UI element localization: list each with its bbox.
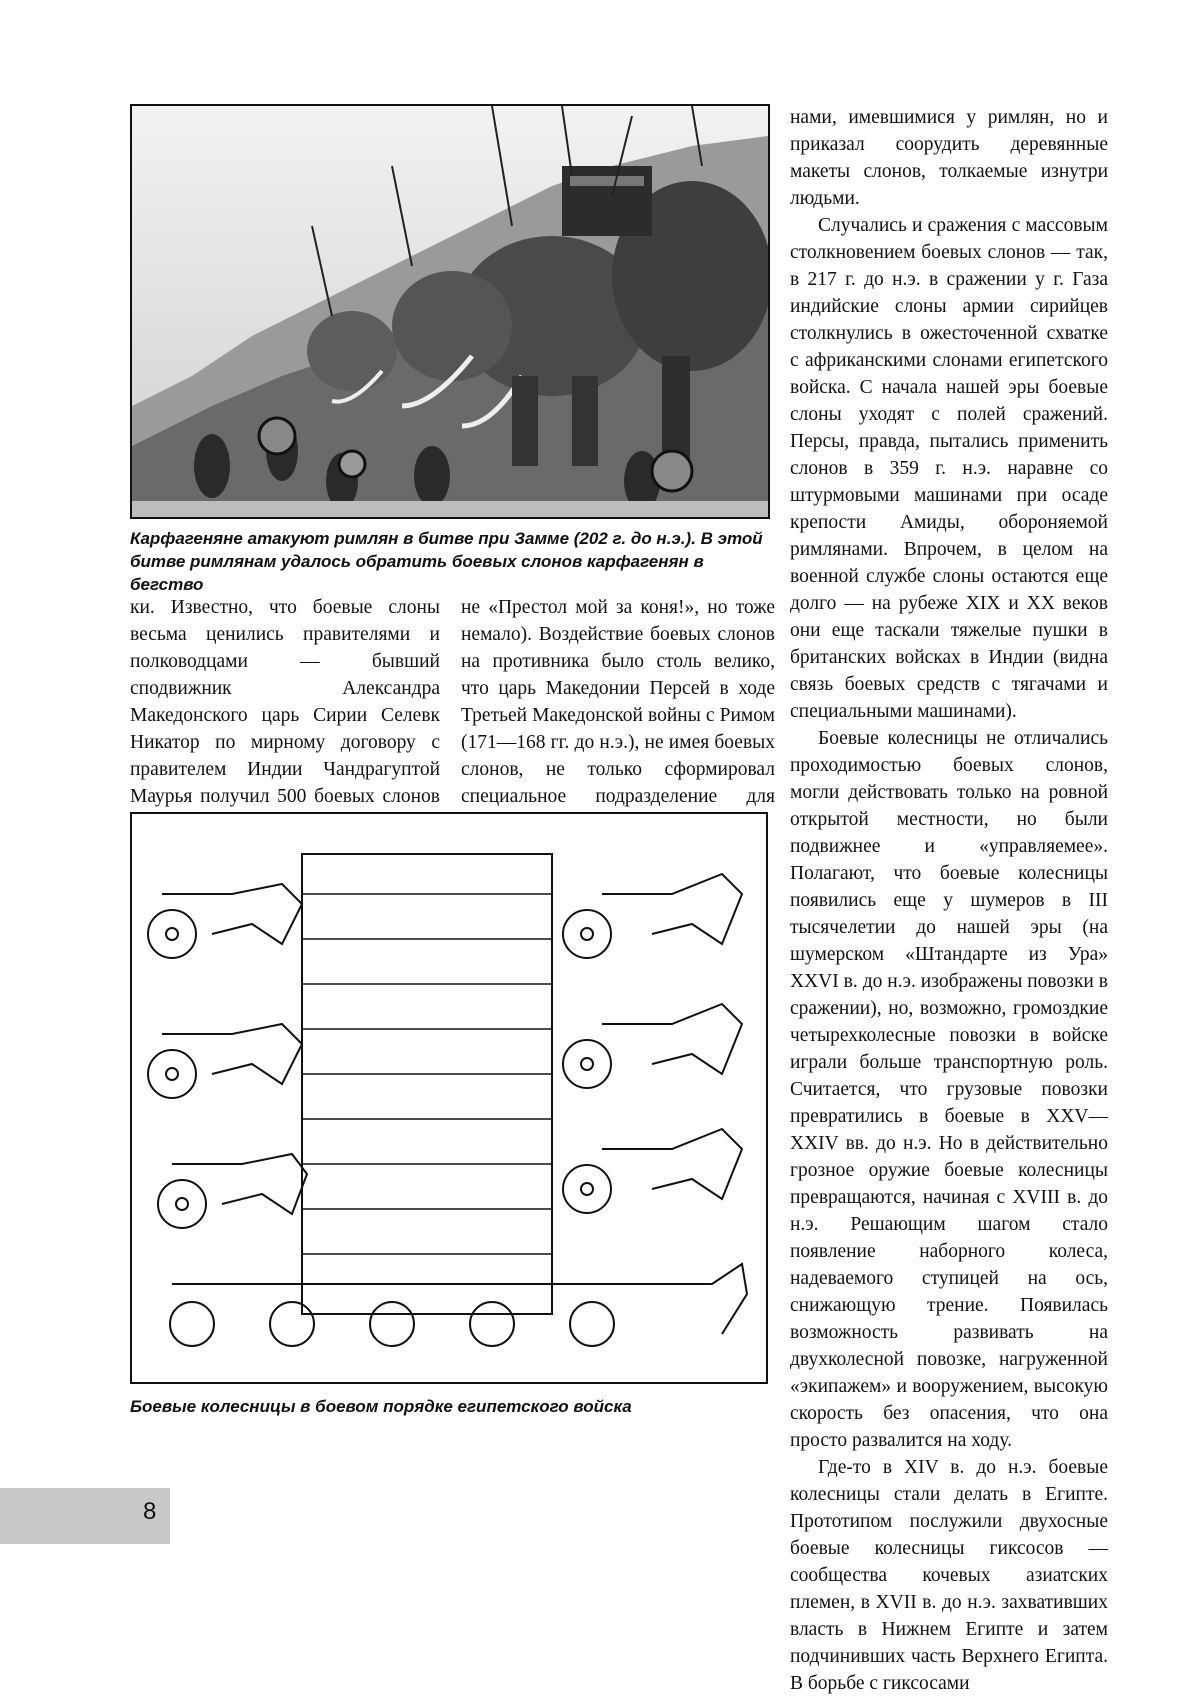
paragraph: ки. Известно, что боевые слоны весьма ценились правителями и полководцами — бывший сподвижник Александра Македонского царь Сирии Селевк Никатор по мирному договору с правителем Индии Чандрагуптой Маурья получил 500 боевых слонов xyxy=(130,597,440,807)
war-elephants-illustration xyxy=(130,104,770,519)
paragraph: Боевые колесницы не отличались проходимостью боевых слонов, могли действовать только на ровной открытой местности, но были подвижнее и «управляемее». Полагают, что боевые колесницы появились еще у шумеров в III тысячелетии до нашей эры (на шумерском «Штандарте из Ура» XXVI в. до н.э. изображены повозки в сражении), но, возможно, громоздкие четырехколесные повозки в войске играли больше транспортную роль. Считается, что грузовые повозки превратились в боевые в XXV—XXIV вв. до н.э. Но в действительно грозное оружие боевые колесницы превращаются, начиная с XVIII в. до н.э. Решающим шагом стало появление наборного колеса, надеваемого ступицей на ось, снижающую трение. Появилась возможность развивать на двухколесной повозке, нагруженной «экипажем» и вооружением, высокую скорость без опасения, что она просто развалится на ходу. xyxy=(790,728,1108,1451)
text-column-middle xyxy=(461,594,775,837)
text-column-right xyxy=(790,104,1108,1697)
paragraph: не «Престол мой за коня!», но тоже немало). Воздействие боевых слонов на противника было столь велико, что царь Македонии Персей в ходе Третьей Македонской войны с Римом (171—168 гг. до н.э.), не имея боевых слонов, не только сформировал специальное подразделение для xyxy=(461,597,775,807)
page-number: 8 xyxy=(143,1498,157,1525)
egyptian-chariots-illustration xyxy=(130,812,768,1384)
paragraph: нами, имевшимися у римлян, но и приказал соорудить деревянные макеты слонов, толкаемые изнутри людьми. xyxy=(790,107,1108,209)
top-figure-caption: Карфагеняне атакуют римлян в битве при Замме (202 г. до н.э.). В этой битве римлянам удалось обратить боевых слонов карфагенян в бегство xyxy=(130,529,763,594)
chariots-line-drawing xyxy=(132,814,766,1382)
paragraph: Где-то в XIV в. до н.э. боевые колесницы стали делать в Египте. Прототипом послужили двухосные боевые колесницы гиксосов — сообщества кочевых азиатских племен, в XVII в. до н.э. захвативших власть в Нижнем Египте и затем подчинивших часть Верхнего Египта. В борьбе с гиксосами xyxy=(790,1457,1108,1694)
paragraph: Случались и сражения с массовым столкновением боевых слонов — так, в 217 г. до н.э. в сражении у г. Газа индийские слоны армии сирийцев столкнулись в ожесточенной схватке с африканскими слонами египетского войска. С начала нашей эры боевые слоны уходят с полей сражений. Персы, правда, пытались применить слонов в 359 г. н.э. наравне со штурмовыми машинами при осаде крепости Амиды, обороняемой римлянами. Впрочем, в целом на военной службе слоны остаются еще долго — на рубеже XIX и XX веков они еще таскали тяжелые пушки в британских войсках в Индии (видна связь боевых средств с тягачами и специальными машинами). xyxy=(790,215,1108,722)
bottom-figure-caption: Боевые колесницы в боевом порядке египетского войска xyxy=(130,1397,632,1416)
elephants-battle-image xyxy=(132,106,768,517)
